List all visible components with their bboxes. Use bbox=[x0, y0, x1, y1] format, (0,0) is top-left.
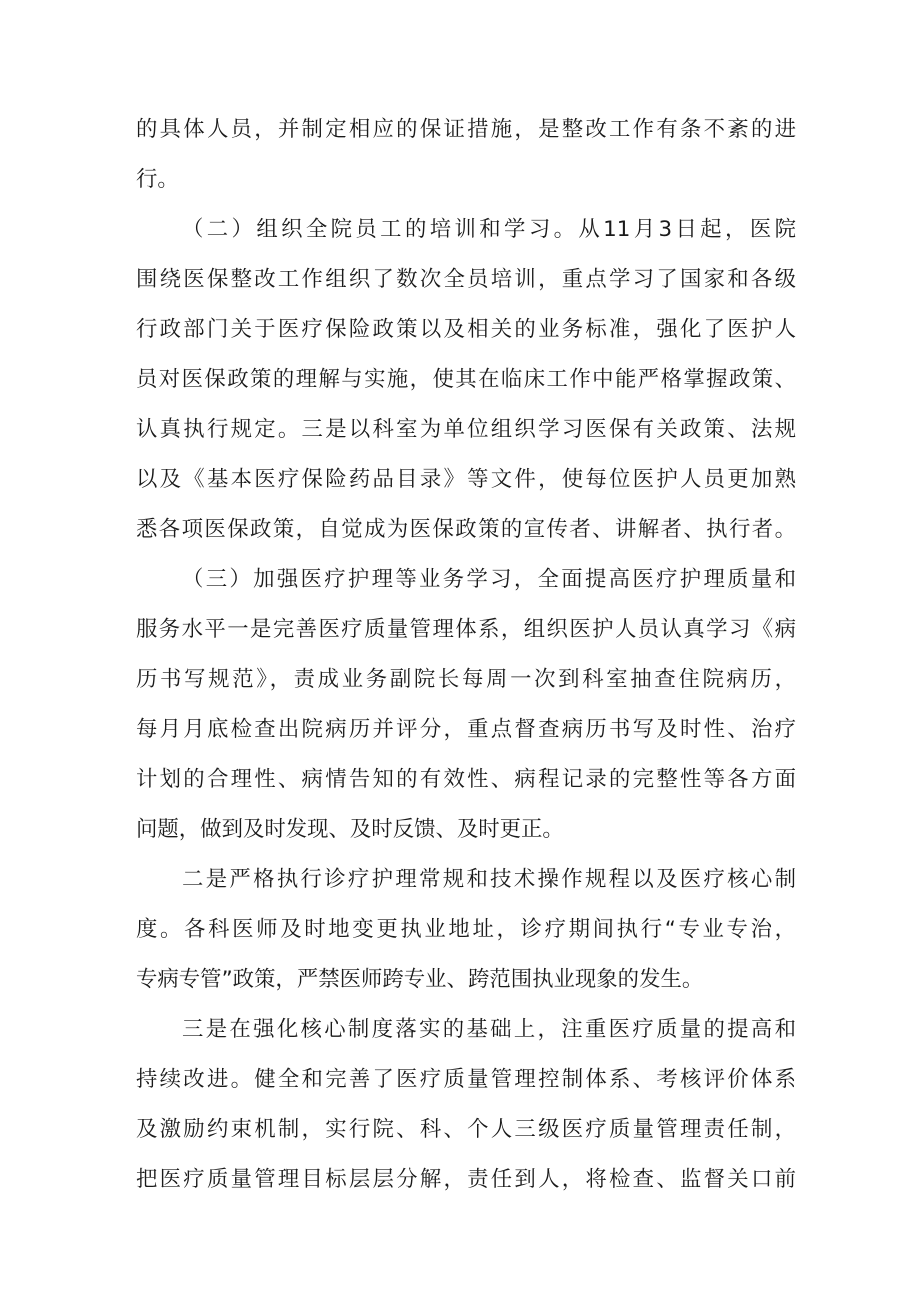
paragraph-heading-2: （二）组织全院员工的培训和学习。从11月3日起，医院 bbox=[182, 217, 796, 242]
text-line: 悉各项医保政策，自觉成为医保政策的宣传者、讲解者、执行者。 bbox=[136, 517, 796, 542]
text-line: 以及《基本医疗保险药品目录》等文件，使每位医护人员更加熟 bbox=[136, 467, 796, 492]
text-line: 认真执行规定。三是以科室为单位组织学习医保有关政策、法规 bbox=[136, 417, 796, 442]
text-line: 专病专管”政策，严禁医师跨专业、跨范围执业现象的发生。 bbox=[136, 967, 704, 992]
text-line: 计划的合理性、病情告知的有效性、病程记录的完整性等各方面 bbox=[136, 767, 796, 792]
text-line: 的具体人员，并制定相应的保证措施，是整改工作有条不紊的进 bbox=[136, 117, 796, 142]
text-line: 问题，做到及时发现、及时反馈、及时更正。 bbox=[136, 817, 564, 842]
paragraph-start: 三是在强化核心制度落实的基础上，注重医疗质量的提高和 bbox=[182, 1017, 796, 1042]
text-line: 每月月底检查出院病历并评分，重点督查病历书写及时性、治疗 bbox=[136, 717, 796, 742]
text-line: 及激励约束机制，实行院、科、个人三级医疗质量管理责任制， bbox=[136, 1117, 796, 1142]
text-line: 度。各科医师及时地变更执业地址，诊疗期间执行“专业专治， bbox=[136, 917, 796, 942]
paragraph-heading-3: （三）加强医疗护理等业务学习，全面提高医疗护理质量和 bbox=[182, 567, 796, 592]
text-line: 围绕医保整改工作组织了数次全员培训，重点学习了国家和各级 bbox=[136, 267, 796, 292]
text-line: 持续改进。健全和完善了医疗质量管理控制体系、考核评价体系 bbox=[136, 1067, 796, 1092]
text-line: 员对医保政策的理解与实施，使其在临床工作中能严格掌握政策、 bbox=[136, 367, 796, 392]
text-line: 把医疗质量管理目标层层分解，责任到人，将检查、监督关口前 bbox=[136, 1167, 796, 1192]
text-line: 行政部门关于医疗保险政策以及相关的业务标准，强化了医护人 bbox=[136, 317, 796, 342]
text-line: 服务水平一是完善医疗质量管理体系，组织医护人员认真学习《病 bbox=[136, 617, 796, 642]
paragraph-start: 二是严格执行诊疗护理常规和技术操作规程以及医疗核心制 bbox=[182, 867, 796, 892]
text-line: 历书写规范》，责成业务副院长每周一次到科室抽查住院病历， bbox=[136, 667, 796, 692]
text-line: 行。 bbox=[136, 167, 179, 192]
